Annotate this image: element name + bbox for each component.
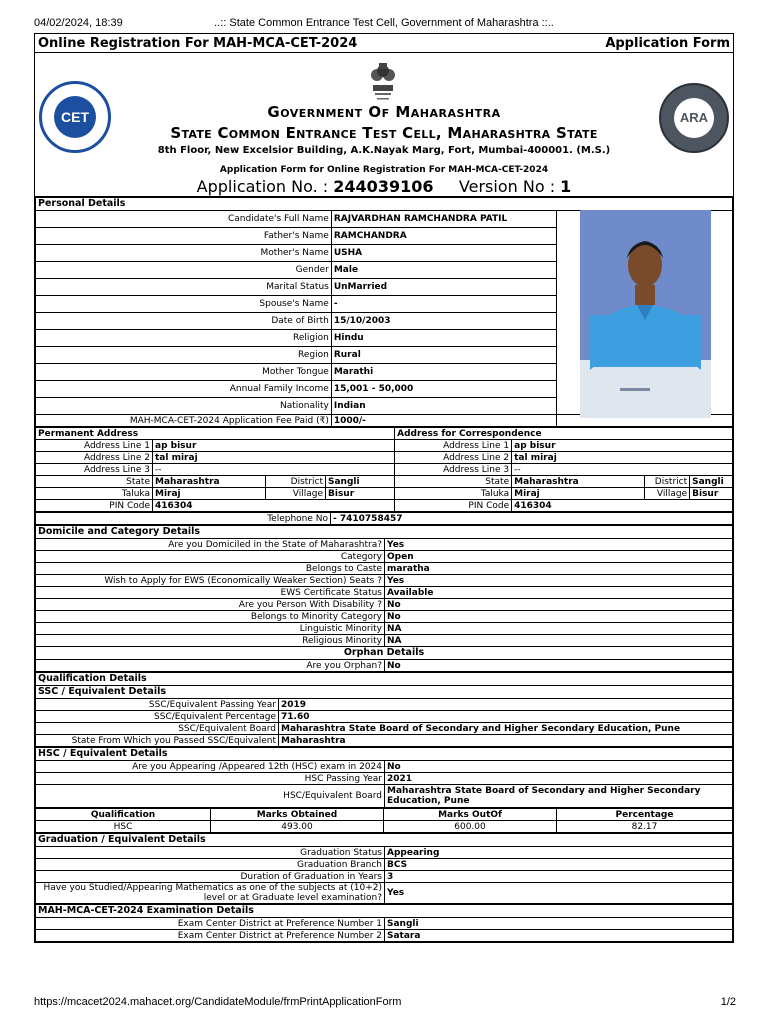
field-label: Candidate's Full Name	[36, 211, 332, 228]
field-label: Taluka	[36, 488, 153, 500]
print-page-number: 1/2	[720, 996, 736, 1008]
marks-cell: 600.00	[384, 821, 557, 833]
section-title-exam: MAH-MCA-CET-2024 Examination Details	[36, 905, 733, 918]
section-title-personal: Personal Details	[36, 198, 733, 211]
field-label: Village	[645, 488, 690, 500]
field-label: Address Line 3	[36, 464, 153, 476]
print-page-title: ..:: State Common Entrance Test Cell, Government of Maharashtra ::..	[214, 17, 554, 29]
field-value: tal miraj	[512, 452, 733, 464]
form-header	[35, 34, 733, 53]
hsc-table	[35, 747, 733, 808]
app-no-label: Application No. :	[196, 177, 334, 196]
registration-title: Online Registration For MAH-MCA-CET-2024	[38, 35, 358, 51]
telephone-table	[35, 512, 733, 525]
field-label: SSC/Equivalent Percentage	[36, 711, 279, 723]
field-label: Have you Studied/Appearing Mathematics as one of the subjects at (10+2) level or at Graduate level examination?	[36, 883, 385, 904]
field-value: Yes	[385, 539, 733, 551]
field-value: No	[385, 599, 733, 611]
field-value: Hindu	[331, 330, 557, 347]
field-value: RAJVARDHAN RAMCHANDRA PATIL	[331, 211, 557, 228]
field-value: Male	[331, 262, 557, 279]
field-value: 3	[385, 871, 733, 883]
field-label: Are you Domiciled in the State of Maharashtra?	[36, 539, 385, 551]
telephone-value: - 7410758457	[331, 513, 733, 525]
field-value: Sangli	[690, 476, 733, 488]
banner	[35, 53, 733, 197]
field-value: Yes	[385, 883, 733, 904]
field-label: EWS Certificate Status	[36, 587, 385, 599]
field-value: 15,001 - 50,000	[331, 381, 557, 398]
field-label: Duration of Graduation in Years	[36, 871, 385, 883]
field-value: Maharashtra State Board of Secondary and Higher Secondary Education, Pune	[385, 785, 733, 808]
field-label: Graduation Branch	[36, 859, 385, 871]
office-address: 8th Floor, New Excelsior Building, A.K.Nayak Marg, Fort, Mumbai-400001. (M.S.)	[157, 145, 611, 156]
field-label: Are you Person With Disability ?	[36, 599, 385, 611]
field-value: -	[331, 296, 557, 313]
field-value: NA	[385, 623, 733, 635]
section-title-graduation: Graduation / Equivalent Details	[36, 834, 733, 847]
section-title-domicile: Domicile and Category Details	[36, 526, 733, 539]
field-label: Mother Tongue	[36, 364, 332, 381]
field-label: Exam Center District at Preference Number 2	[36, 930, 385, 942]
application-number-line	[35, 177, 733, 196]
section-title-permanent: Permanent Address	[36, 428, 395, 440]
field-label: Category	[36, 551, 385, 563]
marks-cell: 493.00	[211, 821, 384, 833]
field-value: ap bisur	[512, 440, 733, 452]
field-value: Sangli	[385, 918, 733, 930]
ara-logo-text: ARA	[674, 98, 714, 138]
marks-table	[35, 808, 733, 833]
field-value: 71.60	[279, 711, 733, 723]
fee-value: 1000/-	[331, 415, 557, 427]
version-label: Version No :	[458, 177, 561, 196]
field-value: 416304	[512, 500, 733, 512]
field-value: Maharashtra	[512, 476, 645, 488]
field-value: RAMCHANDRA	[331, 228, 557, 245]
field-label: Are you Orphan?	[36, 660, 385, 672]
field-value: NA	[385, 635, 733, 647]
field-label: Nationality	[36, 398, 332, 415]
field-value: Bisur	[690, 488, 733, 500]
field-value: Satara	[385, 930, 733, 942]
print-datetime: 04/02/2024, 18:39	[34, 17, 123, 29]
field-value: Marathi	[331, 364, 557, 381]
marks-header: Marks Obtained	[211, 809, 384, 821]
marks-header: Qualification	[36, 809, 211, 821]
field-label: State	[36, 476, 153, 488]
form-subtitle: Application Form for Online Registration For MAH-MCA-CET-2024	[219, 165, 549, 175]
field-value: 15/10/2003	[331, 313, 557, 330]
field-value: 2019	[279, 699, 733, 711]
field-label: State	[395, 476, 512, 488]
cet-logo-text: CET	[54, 96, 96, 138]
field-label: SSC/Equivalent Passing Year	[36, 699, 279, 711]
field-label: State From Which you Passed SSC/Equivalent	[36, 735, 279, 747]
field-value: No	[385, 660, 733, 672]
field-label: Taluka	[395, 488, 512, 500]
field-value: Sangli	[326, 476, 395, 488]
section-title-hsc: HSC / Equivalent Details	[36, 748, 733, 761]
field-label: Marital Status	[36, 279, 332, 296]
field-label: Graduation Status	[36, 847, 385, 859]
field-label: Date of Birth	[36, 313, 332, 330]
app-no-value: 244039106	[333, 177, 434, 196]
field-value: Bisur	[326, 488, 395, 500]
field-value: Indian	[331, 398, 557, 415]
field-label: Spouse's Name	[36, 296, 332, 313]
candidate-photo	[580, 210, 711, 418]
fee-label: MAH-MCA-CET-2024 Application Fee Paid (₹)	[36, 415, 332, 427]
field-label: Belongs to Minority Category	[36, 611, 385, 623]
field-label: Gender	[36, 262, 332, 279]
field-value: Available	[385, 587, 733, 599]
field-label: Exam Center District at Preference Number 1	[36, 918, 385, 930]
cell-title: State Common Entrance Test Cell, Maharashtra State	[170, 124, 598, 142]
field-value: Maharashtra	[279, 735, 733, 747]
field-label: District	[266, 476, 326, 488]
application-form	[34, 33, 734, 943]
graduation-table	[35, 833, 733, 904]
telephone-label: Telephone No	[36, 513, 331, 525]
field-label: Address Line 2	[36, 452, 153, 464]
field-label: SSC/Equivalent Board	[36, 723, 279, 735]
field-value: UnMarried	[331, 279, 557, 296]
field-value: Maharashtra State Board of Secondary and Higher Secondary Education, Pune	[279, 723, 733, 735]
field-value: 416304	[153, 500, 395, 512]
section-title-correspondence: Address for Correspondence	[395, 428, 733, 440]
field-value: Yes	[385, 575, 733, 587]
field-value: No	[385, 761, 733, 773]
field-value: tal miraj	[153, 452, 395, 464]
government-title: Government Of Maharashtra	[267, 103, 501, 121]
field-label: Religion	[36, 330, 332, 347]
field-label: Address Line 2	[395, 452, 512, 464]
field-label: Address Line 1	[36, 440, 153, 452]
field-value: maratha	[385, 563, 733, 575]
field-label: HSC Passing Year	[36, 773, 385, 785]
field-value: Miraj	[153, 488, 266, 500]
exam-table	[35, 904, 733, 942]
field-value: BCS	[385, 859, 733, 871]
field-value: --	[512, 464, 733, 476]
field-label: Wish to Apply for EWS (Economically Weaker Section) Seats ?	[36, 575, 385, 587]
version-value: 1	[560, 177, 572, 196]
print-header	[0, 0, 768, 34]
field-value: No	[385, 611, 733, 623]
address-table	[35, 427, 733, 512]
field-label: Annual Family Income	[36, 381, 332, 398]
field-label: Address Line 1	[395, 440, 512, 452]
field-label: PIN Code	[36, 500, 153, 512]
field-label: HSC/Equivalent Board	[36, 785, 385, 808]
field-label: Village	[266, 488, 326, 500]
print-url: https://mcacet2024.mahacet.org/CandidateModule/frmPrintApplicationForm	[34, 996, 402, 1008]
marks-cell: HSC	[36, 821, 211, 833]
field-value: --	[153, 464, 395, 476]
domicile-table	[35, 525, 733, 672]
field-value: Maharashtra	[153, 476, 266, 488]
field-value: ap bisur	[153, 440, 395, 452]
marks-cell: 82.17	[557, 821, 733, 833]
ssc-table	[35, 672, 733, 747]
section-title-ssc: SSC / Equivalent Details	[36, 686, 733, 699]
field-value: Rural	[331, 347, 557, 364]
field-value: USHA	[331, 245, 557, 262]
field-label: PIN Code	[395, 500, 512, 512]
field-label: Mother's Name	[36, 245, 332, 262]
national-emblem-icon	[365, 55, 401, 105]
application-form-label: Application Form	[605, 35, 730, 51]
field-value: 2021	[385, 773, 733, 785]
field-label: Belongs to Caste	[36, 563, 385, 575]
field-value: Miraj	[512, 488, 645, 500]
field-label: Linguistic Minority	[36, 623, 385, 635]
field-label: Are you Appearing /Appeared 12th (HSC) exam in 2024	[36, 761, 385, 773]
marks-header: Percentage	[557, 809, 733, 821]
field-label: Address Line 3	[395, 464, 512, 476]
section-title-qualification: Qualification Details	[36, 673, 733, 686]
field-value: Open	[385, 551, 733, 563]
field-label: District	[645, 476, 690, 488]
marks-header: Marks OutOf	[384, 809, 557, 821]
field-value: Appearing	[385, 847, 733, 859]
field-label: Father's Name	[36, 228, 332, 245]
section-title-orphan: Orphan Details	[36, 647, 733, 660]
field-label: Region	[36, 347, 332, 364]
field-label: Religious Minority	[36, 635, 385, 647]
